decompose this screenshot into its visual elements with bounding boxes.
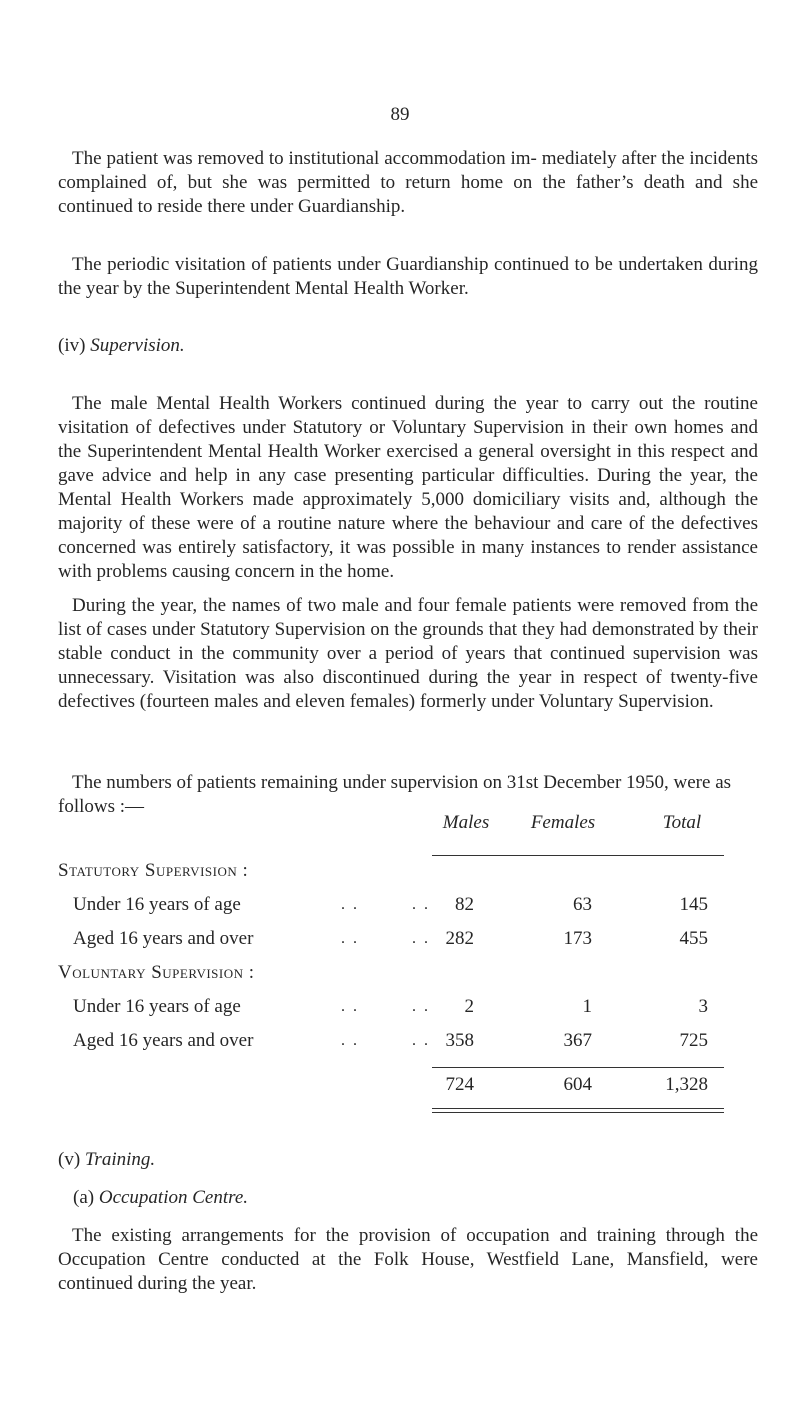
row-label-statutory-16over: Aged 16 years and over: [73, 928, 254, 949]
cell-voluntary-16over-females: 367: [563, 1030, 592, 1051]
paragraph-guardianship-removal: The patient was removed to institutional accommodation im- mediately after the incidents complained of, but she was permitted to return home on the father’s death and she continued to reside there under Guardianship.: [58, 148, 758, 217]
heading-training: [58, 1148, 155, 1172]
row-label-voluntary-16over: Aged 16 years and over: [73, 1030, 254, 1051]
table-intro: The numbers of patients remaining under supervision on 31st December 1950, were as follows :—: [58, 772, 732, 817]
heading-occupation-centre: [73, 1186, 248, 1210]
leader-dots: . .: [412, 1032, 430, 1049]
section-label-statutory: Statutory Supervision :: [58, 860, 249, 881]
cell-total-males: 724: [445, 1074, 474, 1095]
column-header-total: Total: [662, 812, 702, 833]
heading-supervision-title: Supervision.: [90, 335, 185, 356]
cell-total-females: 604: [563, 1074, 592, 1095]
cell-statutory-under16-females: 63: [573, 894, 592, 915]
cell-voluntary-16over-males: 358: [445, 1030, 474, 1051]
leader-dots: . .: [341, 930, 359, 947]
leader-dots: . .: [412, 998, 430, 1015]
cell-statutory-16over-total: 455: [679, 928, 708, 949]
leader-dots: . .: [412, 930, 430, 947]
cell-statutory-under16-total: 145: [679, 894, 708, 915]
row-label-voluntary-under16: Under 16 years of age: [73, 996, 241, 1017]
column-header-females: Females: [530, 812, 596, 833]
cell-voluntary-under16-females: 1: [582, 996, 592, 1017]
paragraph-routine-visitation: The male Mental Health Workers continued during the year to carry out the routine visitation of defectives under Statutory or Voluntary Supervision in their own homes and the Superintendent Mental Health Worker exercised a general oversight in this respect and gave advice and help in any case presenting particular difficulties. During the year, the Mental Health Workers made approximately 5,000 domiciliary visits and, although the majority of these were of a routine nature where the behaviour and care of the defectives concerned was entirely satisfactory, it was possible in many instances to render assistance with problems causing concern in the home.: [58, 393, 758, 582]
column-header-males: Males: [442, 812, 490, 833]
heading-training-number: (v): [58, 1149, 81, 1170]
heading-occupation-number: (a): [73, 1187, 95, 1208]
cell-voluntary-16over-total: 725: [679, 1030, 708, 1051]
heading-supervision: [58, 334, 185, 358]
cell-voluntary-under16-males: 2: [464, 996, 474, 1017]
paragraph-occupation-centre: The existing arrangements for the provision of occupation and training through the Occupation Centre conducted at the Folk House, Westfield Lane, Mansfield, were continued during the year.: [58, 1225, 758, 1294]
paragraph-names-removed: During the year, the names of two male and four female patients were removed from the list of cases under Statutory Supervision on the grounds that they had demonstrated by their stable conduct in the community over a period of years that continued supervision was unnecessary. Visitation was also discontinued during the year in respect of twenty-five defectives (fourteen males and eleven females) formerly under Voluntary Supervision.: [58, 595, 758, 712]
table-subtotal-rule: [432, 1067, 724, 1068]
paragraph-periodic-visitation: The periodic visitation of patients under Guardianship continued to be undertaken during the year by the Superintendent Mental Health Worker.: [58, 254, 758, 299]
cell-voluntary-under16-total: 3: [698, 996, 708, 1017]
heading-supervision-number: (iv): [58, 335, 86, 356]
page-number: 89: [390, 104, 410, 125]
leader-dots: . .: [341, 998, 359, 1015]
cell-statutory-under16-males: 82: [455, 894, 474, 915]
table-double-rule: [432, 1108, 724, 1113]
leader-dots: . .: [412, 896, 430, 913]
leader-dots: . .: [341, 1032, 359, 1049]
cell-statutory-16over-males: 282: [445, 928, 474, 949]
leader-dots: . .: [341, 896, 359, 913]
row-label-statutory-under16: Under 16 years of age: [73, 894, 241, 915]
heading-training-title: Training.: [84, 1149, 156, 1170]
cell-total-total: 1,328: [665, 1074, 708, 1095]
cell-statutory-16over-females: 173: [563, 928, 592, 949]
heading-occupation-title: Occupation Centre.: [98, 1187, 248, 1208]
table-top-rule: [432, 855, 724, 856]
section-label-voluntary: Voluntary Supervision :: [58, 962, 255, 983]
